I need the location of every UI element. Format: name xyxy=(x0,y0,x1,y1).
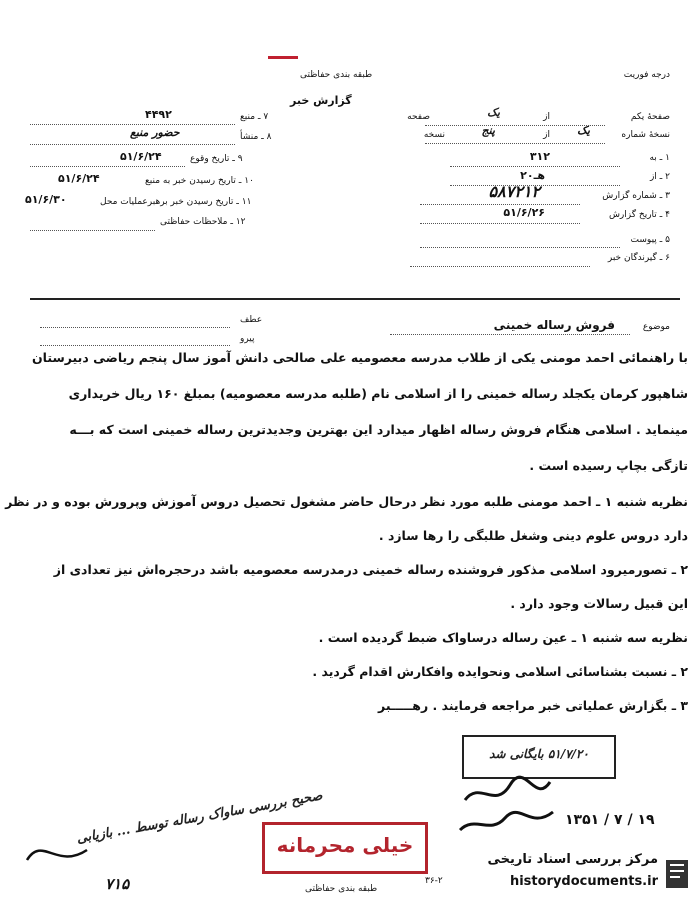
dotted-line xyxy=(30,230,155,231)
ops-receipt-date-label: ۱۱ ـ تاریخ رسیدن خبر برهبرعملیات محل xyxy=(100,197,252,207)
dotted-line xyxy=(420,204,580,205)
dotted-line xyxy=(420,247,620,248)
source-value: ۴۴۹۲ xyxy=(145,108,172,121)
ops-receipt-date-value: ۵۱/۶/۳۰ xyxy=(25,193,67,206)
page-title: گزارش خبر xyxy=(290,94,352,107)
dotted-line xyxy=(450,166,620,167)
signature-mark xyxy=(455,770,555,840)
body-line: ۳ ـ بگزارش عملیاتی خبر مراجعه فرمایند . رهـــــبر xyxy=(378,698,688,713)
copy-value: یک xyxy=(577,124,590,137)
top-secret-stamp-text: خیلی محرمانه xyxy=(276,833,414,857)
to-label: ۱ ـ به xyxy=(649,153,670,163)
archive-stamp-text: ۵۱/۷/۲۰ بایگانی شد xyxy=(489,747,589,761)
archive-logo-icon xyxy=(662,856,692,892)
handwritten-flourish xyxy=(22,830,92,875)
dotted-line xyxy=(40,327,230,328)
attachment-label: ۵ ـ پیوست xyxy=(630,235,670,245)
red-corner-mark xyxy=(268,40,298,59)
body-line: شاهپور کرمان یکجلد رساله خمینی را از اسلامی نام (طلبه مدرسه معصومیه) بمبلغ ۱۶۰ ریال خریداری xyxy=(68,386,688,401)
watermark xyxy=(452,848,692,906)
dotted-line xyxy=(30,124,235,125)
peyro-label: پیرو xyxy=(240,334,255,344)
occurrence-date-label: ۹ ـ تاریخ وقوع xyxy=(190,154,243,164)
watermark-url: historydocuments.ir xyxy=(509,874,658,889)
body-line: با راهنمائی احمد مومنی یکی از طلاب مدرسه معصومیه علی صالحی دانش آموز سال پنجم ریاضی دبیرستان xyxy=(32,350,688,365)
footer-code: ۳۶-۲ xyxy=(425,876,443,886)
handwritten-date: ۱۳۵۱ / ۷ / ۱۹ xyxy=(565,812,655,828)
to-value: ۳۱۲ xyxy=(529,150,550,163)
body-line: ۲ ـ نسبت بشناسائی اسلامی ونحوایده وافکارش اقدام گردید . xyxy=(312,664,688,679)
top-secret-stamp xyxy=(262,822,428,874)
body-line: نظریه شنبه ۱ ـ احمد مومنی طلبه مورد نظر درحال حاضر مشغول تحصیل دروس آموزش وپرورش بوده و در نظر xyxy=(5,494,688,509)
dotted-line xyxy=(30,144,235,145)
copy-total: پنج xyxy=(481,124,495,137)
classification-label: طبقه بندی حفاظتی xyxy=(300,70,373,80)
dotted-line xyxy=(425,143,605,144)
report-date-value: ۵۱/۶/۲۶ xyxy=(503,206,545,219)
subject-label: موضوع xyxy=(642,322,670,332)
from-label: ۲ ـ از xyxy=(649,172,670,182)
body-line: این قبیل رسالات وجود دارد . xyxy=(510,596,688,611)
page-unit: صفحه xyxy=(407,112,430,122)
page-value: یک xyxy=(487,106,500,119)
source-receipt-date-value: ۵۱/۶/۲۴ xyxy=(58,172,100,185)
dotted-line xyxy=(40,345,230,346)
copy-from: از xyxy=(543,130,550,140)
dotted-line xyxy=(425,125,605,126)
handwritten-note: صحیح بررسی ساواک رساله توسط ... بازیابی xyxy=(75,788,324,847)
handwritten-number: ۷۱۵ xyxy=(105,875,130,893)
from-value: ۲۰هـ xyxy=(520,169,545,182)
urgency-label: درجه فوریت xyxy=(623,70,670,80)
subject-value: فروش رساله خمینی xyxy=(493,318,615,332)
origin-label: ۸ ـ منشأ xyxy=(240,132,272,142)
watermark-title: مرکز بررسی اسناد تاریخی xyxy=(487,852,658,867)
body-line: دارد دروس علوم دینی وشغل طلبگی را رها سازد . xyxy=(378,528,688,543)
footer-classification: طبقه بندی حفاظتی xyxy=(305,884,378,894)
dotted-line xyxy=(420,223,580,224)
source-receipt-date-label: ۱۰ ـ تاریخ رسیدن خبر به منبع xyxy=(145,176,254,186)
body-line: نظریه سه شنبه ۱ ـ عین رساله درساواک ضبط گردیده است . xyxy=(318,630,688,645)
report-date-label: ۴ ـ تاریخ گزارش xyxy=(608,210,670,220)
copy-label: نسخهٔ شماره xyxy=(621,130,670,140)
page-label: صفحهٔ یکم xyxy=(630,112,670,122)
recipients-label: ۶ ـ گیرندگان خبر xyxy=(607,253,670,263)
occurrence-date-value: ۵۱/۶/۲۴ xyxy=(120,150,162,163)
source-label: ۷ ـ منبع xyxy=(240,112,269,122)
report-no-label: ۳ ـ شماره گزارش xyxy=(602,191,670,201)
copy-unit: نسخه xyxy=(423,130,445,140)
origin-value: حضور منبع xyxy=(130,126,180,139)
dotted-line xyxy=(410,266,590,267)
dotted-line xyxy=(450,185,620,186)
dotted-line xyxy=(30,166,185,167)
divider xyxy=(30,298,680,300)
atf-label: عطف xyxy=(240,315,263,325)
dotted-line xyxy=(390,334,630,335)
page-from: از xyxy=(543,112,550,122)
body-line: تازگی بچاپ رسیده است . xyxy=(529,458,688,473)
body-line: مینماید . اسلامی هنگام فروش رساله اظهار میدارد این بهترین وجدیدترین رساله خمینی است که بـــه xyxy=(69,422,688,437)
report-no-value: ۵۸۷۲۱۲ xyxy=(488,182,540,201)
body-line: ۲ ـ تصورمیرود اسلامی مذکور فروشنده رساله خمینی درمدرسه معصومیه باشد درحجره‌اش نیز تعدادی از xyxy=(53,562,688,577)
security-notes-label: ۱۲ ـ ملاحظات حفاظتی xyxy=(160,217,246,227)
